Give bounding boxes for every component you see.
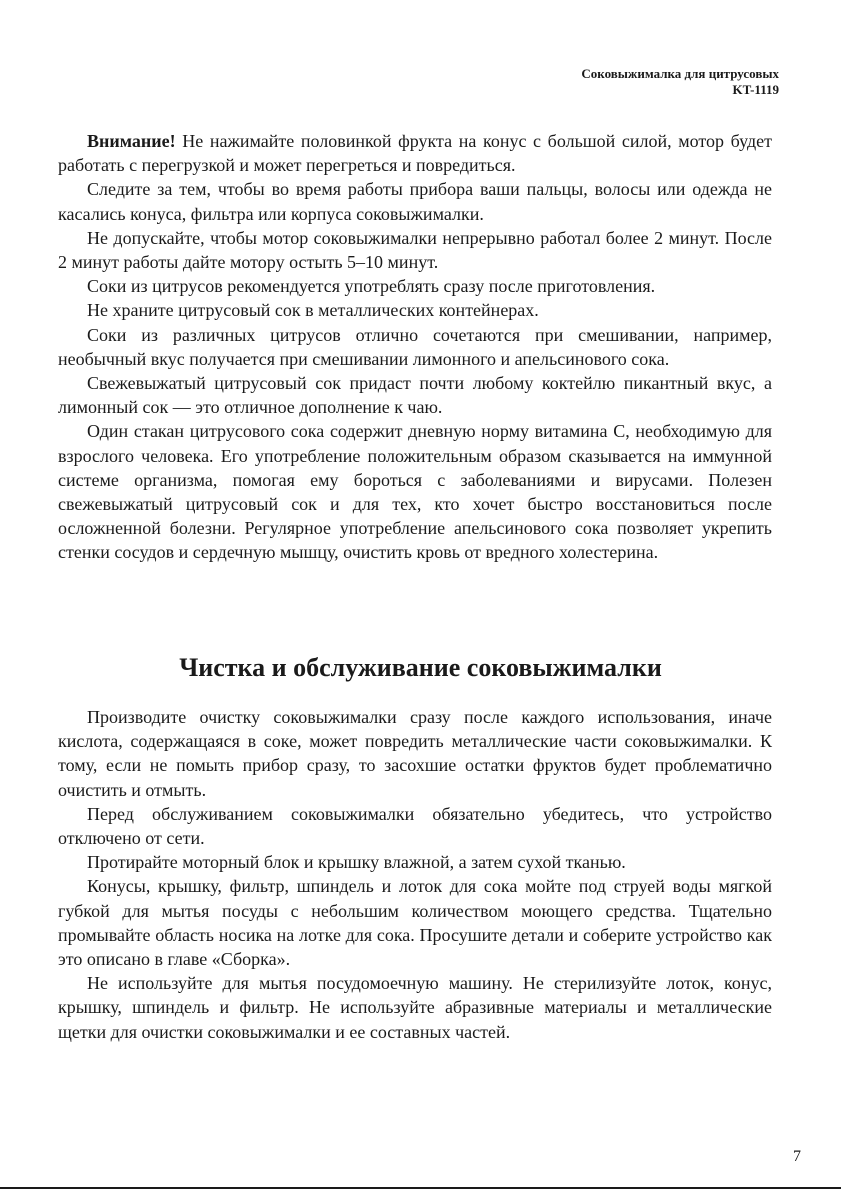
paragraph: Один стакан цитрусового сока содержит дневную норму витамина С, необходимую для взрослого человека. Его употребление положительным образом сказывается на иммунной системе организма, помогая ему бороться с заболеваниями и вирусами. Полезен свежевыжатый цитрусовый сок и для тех, кто хочет быстро восстановиться после осложненной болезни. Регулярное употребление апельсинового сока позволяет укрепить стенки сосудов и сердечную мышцу, очистить кровь от вредного холестерина.: [58, 421, 772, 563]
paragraph: Не допускайте, чтобы мотор соковыжималки непрерывно работал более 2 минут. После 2 минут работы дайте мотору остыть 5–10 минут.: [58, 227, 772, 273]
section-cleaning: [58, 705, 772, 1044]
paragraph: Не используйте для мытья посудомоечную машину. Не стерилизуйте лоток, конус, крышку, шпиндель и фильтр. Не используйте абразивные материалы и металлические щетки для очистки соковыжималки и ее составных частей.: [58, 973, 772, 1042]
paragraph: Соки из цитрусов рекомендуется употреблять сразу после приготовления.: [87, 276, 656, 297]
attention-label: Внимание!: [87, 131, 176, 151]
header-model: KT-1119: [732, 82, 779, 97]
running-header: [581, 66, 779, 98]
section-title: Чистка и обслуживание соковыжималки: [179, 653, 662, 682]
paragraph: Перед обслуживанием соковыжималки обязательно убедитесь, что устройство отключено от сети.: [58, 803, 772, 849]
section-safety-tips: [58, 129, 772, 565]
attention-text: Не нажимайте половинкой фрукта на конус с большой силой, мотор будет работать с перегрузкой и может перегреться и повредиться.: [58, 131, 772, 176]
paragraph: Конусы, крышку, фильтр, шпиндель и лоток для сока мойте под струей воды мягкой губкой для мытья посуды с небольшим количеством моющего средства. Тщательно промывайте область носика на лотке для сока. Просушите детали и соберите устройство как это описано в главе «Сборка».: [58, 876, 772, 970]
paragraph: Не храните цитрусовый сок в металлических контейнерах.: [87, 300, 539, 321]
attention-paragraph: [58, 129, 772, 177]
paragraph: Соки из различных цитрусов отлично сочетаются при смешивании, например, необычный вкус получается при смешивании лимонного и апельсинового сока.: [58, 324, 772, 369]
header-product: Соковыжималка для цитрусовых: [581, 66, 779, 81]
page-number: 7: [793, 1148, 801, 1165]
paragraph: Свежевыжатый цитрусовый сок придаст почти любому коктейлю пикантный вкус, а лимонный сок — это отличное дополнение к чаю.: [58, 373, 772, 418]
paragraph: Протирайте моторный блок и крышку влажной, а затем сухой тканью.: [87, 852, 626, 873]
paragraph: Следите за тем, чтобы во время работы прибора ваши пальцы, волосы или одежда не касались конуса, фильтра или корпуса соковыжималки.: [58, 179, 772, 224]
paragraph: Производите очистку соковыжималки сразу после каждого использования, иначе кислота, содержащаяся в соке, может повредить металлические части соковыжималки. К тому, если не помыть прибор сразу, то засохшие остатки фруктов будет проблематично очистить и отмыть.: [58, 707, 772, 800]
